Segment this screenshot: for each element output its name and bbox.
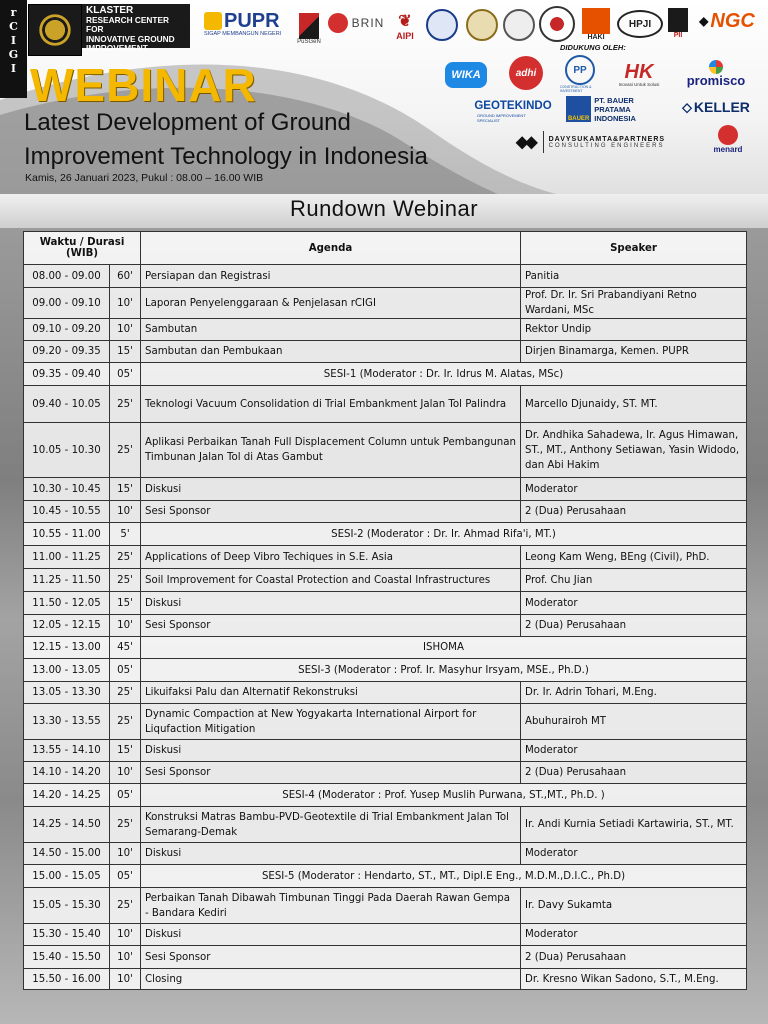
duration-cell: 45' [110, 637, 141, 659]
duration-cell: 10' [110, 762, 141, 784]
time-cell: 14.50 - 15.00 [24, 843, 110, 865]
agenda-cell: Teknologi Vacuum Consolidation di Trial Embankment Jalan Tol Palindra [141, 386, 521, 423]
table-row [24, 386, 747, 423]
brin-logo [325, 12, 387, 34]
hk-text: HK [624, 60, 654, 83]
agenda-cell: Sambutan dan Pembukaan [141, 341, 521, 363]
agenda-cell: Sambutan [141, 319, 521, 341]
event-date: Kamis, 26 Januari 2023, Pukul : 08.00 – 16.00 WIB [25, 172, 264, 184]
university-seal-icon [426, 9, 458, 41]
rcigi-vertical-label [0, 0, 27, 98]
speaker-cell: Rektor Undip [521, 319, 747, 341]
duration-cell: 10' [110, 843, 141, 865]
duration-cell: 10' [110, 615, 141, 637]
duration-cell: 25' [110, 423, 141, 478]
klaster-line: KLASTER [86, 5, 134, 16]
time-cell: 11.50 - 12.05 [24, 592, 110, 615]
time-cell: 15.00 - 15.05 [24, 865, 110, 888]
agenda-cell: Konstruksi Matras Bambu-PVD-Geotextile di Trial Embankment Jalan Tol Semarang-Demak [141, 807, 521, 843]
time-cell: 15.40 - 15.50 [24, 946, 110, 969]
agenda-cell: Aplikasi Perbaikan Tanah Full Displacement Column untuk Pembangunan Timbunan Jalan Tol di Atas Gambut [141, 423, 521, 478]
agenda-cell: Sesi Sponsor [141, 762, 521, 784]
speaker-cell: Abuhurairoh MT [521, 704, 747, 740]
table-row [24, 592, 747, 615]
session-cell: SESI-2 (Moderator : Dr. Ir. Ahmad Rifa'i, MT.) [141, 523, 747, 546]
table-row [24, 319, 747, 341]
keller-text: KELLER [693, 99, 750, 115]
session-row [24, 523, 747, 546]
time-cell: 15.50 - 16.00 [24, 969, 110, 990]
title-line: Improvement Technology in Indonesia [24, 143, 428, 170]
session-cell: SESI-1 (Moderator : Dr. Ir. Idrus M. Alatas, MSc) [141, 363, 747, 386]
duration-cell: 05' [110, 659, 141, 682]
session-row [24, 637, 747, 659]
speaker-cell: Moderator [521, 478, 747, 501]
session-cell: SESI-5 (Moderator : Hendarto, ST., MT., Dipl.E Eng., M.D.M.,D.I.C., Ph.D) [141, 865, 747, 888]
time-cell: 09.20 - 09.35 [24, 341, 110, 363]
institute-seal-icon [503, 9, 535, 41]
menard-logo [706, 122, 750, 156]
agenda-cell: Diskusi [141, 740, 521, 762]
time-cell: 10.05 - 10.30 [24, 423, 110, 478]
time-cell: 14.25 - 14.50 [24, 807, 110, 843]
duration-cell: 25' [110, 888, 141, 924]
duration-cell: 05' [110, 363, 141, 386]
rundown-title: Rundown Webinar [289, 196, 479, 221]
table-row [24, 569, 747, 592]
session-row [24, 865, 747, 888]
time-cell: 15.05 - 15.30 [24, 888, 110, 924]
speaker-cell: Moderator [521, 592, 747, 615]
agenda-cell: Sesi Sponsor [141, 615, 521, 637]
pupr-logo [204, 8, 290, 40]
agenda-cell: Dynamic Compaction at New Yogyakarta International Airport for Liqufaction Mitigation [141, 704, 521, 740]
klaster-line: IMPROVEMENT [86, 43, 148, 54]
duration-cell: 10' [110, 924, 141, 946]
speaker-cell: 2 (Dua) Perusahaan [521, 946, 747, 969]
table-row [24, 740, 747, 762]
speaker-cell: Ir. Davy Sukamta [521, 888, 747, 924]
webinar-title [24, 106, 544, 174]
aipi-mark-icon: ❦ [398, 13, 412, 30]
agenda-cell: Diskusi [141, 478, 521, 501]
title-line: Latest Development of Ground [24, 109, 351, 136]
pii-text: PII [673, 31, 683, 39]
side-letter: G [8, 48, 19, 61]
pupr-text: PUPR [224, 10, 280, 32]
wika-logo [445, 62, 487, 88]
haki-text: HAKI [587, 33, 605, 41]
duration-cell: 05' [110, 865, 141, 888]
agenda-cell: Diskusi [141, 592, 521, 615]
pusgen-mark-icon [299, 13, 319, 39]
bauer-company-name: PT. BAUER PRATAMA [594, 95, 634, 114]
time-cell: 09.40 - 10.05 [24, 386, 110, 423]
header-time: Waktu / Durasi (WIB) [24, 232, 141, 265]
davy-text: DAVYSUKAMTA&PARTNERS [548, 135, 666, 143]
davy-tagline: CONSULTING ENGINEERS [548, 142, 665, 149]
webinar-heading: WEBINAR [30, 59, 257, 111]
time-cell: 10.45 - 10.55 [24, 501, 110, 523]
duration-cell: 25' [110, 807, 141, 843]
aipi-text: AIPI [396, 31, 414, 41]
duration-cell: 60' [110, 265, 141, 288]
table-row [24, 423, 747, 478]
table-row [24, 682, 747, 704]
speaker-cell: Moderator [521, 740, 747, 762]
klaster-line: RESEARCH CENTER FOR [86, 14, 169, 35]
time-cell: 10.55 - 11.00 [24, 523, 110, 546]
agenda-cell: Closing [141, 969, 521, 990]
adhi-logo [509, 56, 543, 90]
speaker-cell: Prof. Dr. Ir. Sri Prabandiyani Retno Wardani, MSc [521, 288, 747, 319]
table-row [24, 924, 747, 946]
table-row [24, 807, 747, 843]
hpji-logo [617, 10, 663, 38]
time-cell: 14.20 - 14.25 [24, 784, 110, 807]
speaker-cell: 2 (Dua) Perusahaan [521, 501, 747, 523]
pupr-tagline: SIGAP MEMBANGUN NEGERI [204, 31, 282, 37]
table-row [24, 704, 747, 740]
table-row [24, 478, 747, 501]
aipi-logo [388, 10, 422, 44]
pp-logo [560, 54, 600, 94]
side-letter: C [9, 20, 18, 33]
duration-cell: 25' [110, 569, 141, 592]
duration-cell: 10' [110, 319, 141, 341]
brin-text: BRIN [351, 16, 385, 30]
menard-text: menard [713, 144, 743, 154]
duration-cell: 05' [110, 784, 141, 807]
time-cell: 13.05 - 13.30 [24, 682, 110, 704]
promisco-logo [682, 60, 750, 88]
ngc-mark-icon: ◆ [699, 14, 709, 28]
agenda-cell: Sesi Sponsor [141, 501, 521, 523]
brin-mark-icon [328, 13, 348, 33]
pii-mark-icon [668, 8, 688, 32]
klaster-label [82, 4, 190, 54]
speaker-cell: Moderator [521, 924, 747, 946]
pp-tagline: CONSTRUCTION & INVESTMENT [560, 85, 592, 93]
table-row [24, 288, 747, 319]
menard-mark-icon [718, 125, 738, 145]
speaker-cell: 2 (Dua) Perusahaan [521, 762, 747, 784]
duration-cell: 5' [110, 523, 141, 546]
time-cell: 12.15 - 13.00 [24, 637, 110, 659]
session-row [24, 659, 747, 682]
duration-cell: 10' [110, 969, 141, 990]
time-cell: 11.00 - 11.25 [24, 546, 110, 569]
table-row [24, 615, 747, 637]
duration-cell: 15' [110, 341, 141, 363]
pusgen-logo [296, 8, 322, 50]
table-row [24, 546, 747, 569]
speaker-cell: Panitia [521, 265, 747, 288]
bauer-mark: BAUER [566, 96, 591, 122]
duration-cell: 25' [110, 546, 141, 569]
klaster-line: INNOVATIVE GROUND [86, 33, 175, 44]
university-seal-2-icon [539, 6, 575, 42]
agenda-cell: Applications of Deep Vibro Techiques in S.E. Asia [141, 546, 521, 569]
davy-mark-icon: ◆◆ [516, 134, 535, 151]
time-cell: 13.00 - 13.05 [24, 659, 110, 682]
table-row [24, 762, 747, 784]
promisco-text: promisco [686, 73, 746, 88]
supported-by-label: DIDUKUNG OLEH: [560, 43, 626, 52]
time-cell: 09.35 - 09.40 [24, 363, 110, 386]
session-row [24, 363, 747, 386]
keller-logo [682, 96, 750, 118]
time-cell: 09.10 - 09.20 [24, 319, 110, 341]
table-row [24, 888, 747, 924]
table-row [24, 969, 747, 990]
header-speaker: Speaker [521, 232, 747, 265]
pupr-mark-icon [204, 12, 222, 30]
session-cell: SESI-3 (Moderator : Prof. Ir. Masyhur Irsyam, MSE., Ph.D.) [141, 659, 747, 682]
agenda-cell: Diskusi [141, 924, 521, 946]
promisco-mark-icon [709, 60, 723, 74]
wika-text: WIKA [451, 69, 481, 81]
side-letter: I [10, 34, 17, 47]
time-cell: 08.00 - 09.00 [24, 265, 110, 288]
time-cell: 13.55 - 14.10 [24, 740, 110, 762]
hpji-text: HPJI [628, 18, 652, 30]
duration-cell: 15' [110, 478, 141, 501]
agenda-cell: Diskusi [141, 843, 521, 865]
speaker-cell: Moderator [521, 843, 747, 865]
keller-mark-icon: ⬦ [682, 98, 692, 115]
speaker-cell: Marcello Djunaidy, ST. MT. [521, 386, 747, 423]
time-cell: 11.25 - 11.50 [24, 569, 110, 592]
geotekindo-tagline: GROUND IMPROVEMENT SPECIALIST [477, 112, 526, 123]
table-row [24, 341, 747, 363]
rundown-table [23, 231, 747, 990]
duration-cell: 25' [110, 682, 141, 704]
speaker-cell: Dr. Ir. Adrin Tohari, M.Eng. [521, 682, 747, 704]
hk-tagline: Inovasi Untuk Solusi [618, 81, 660, 87]
agenda-cell: Persiapan dan Registrasi [141, 265, 521, 288]
haki-logo [580, 6, 612, 42]
speaker-cell: Ir. Andi Kurnia Setiadi Kartawiria, ST., MT. [521, 807, 747, 843]
time-cell: 13.30 - 13.55 [24, 704, 110, 740]
duration-cell: 15' [110, 592, 141, 615]
duration-cell: 10' [110, 501, 141, 523]
time-cell: 12.05 - 12.15 [24, 615, 110, 637]
duration-cell: 10' [110, 288, 141, 319]
undip-seal-icon [35, 10, 75, 50]
duration-cell: 25' [110, 386, 141, 423]
session-row [24, 784, 747, 807]
speaker-cell: 2 (Dua) Perusahaan [521, 615, 747, 637]
table-row [24, 946, 747, 969]
hk-logo [614, 58, 664, 90]
pp-text: PP [565, 55, 595, 85]
gadjah-mada-seal-icon [466, 9, 498, 41]
agenda-cell: Laporan Penyelenggaraan & Penjelasan rCIGI [141, 288, 521, 319]
header-agenda: Agenda [141, 232, 521, 265]
speaker-cell: Leong Kam Weng, BEng (Civil), PhD. [521, 546, 747, 569]
table-row [24, 265, 747, 288]
agenda-cell: Perbaikan Tanah Dibawah Timbunan Tinggi Pada Daerah Rawan Gempa - Bandara Kediri [141, 888, 521, 924]
speaker-cell: Dr. Kresno Wikan Sadono, S.T., M.Eng. [521, 969, 747, 990]
ngc-logo [692, 8, 762, 34]
agenda-cell: Sesi Sponsor [141, 946, 521, 969]
side-letter: r [10, 6, 17, 19]
undip-logo [28, 4, 82, 56]
pii-logo [667, 6, 689, 40]
agenda-cell: Likuifaksi Palu dan Alternatif Rekonstruksi [141, 682, 521, 704]
time-cell: 14.10 - 14.20 [24, 762, 110, 784]
speaker-cell: Dirjen Binamarga, Kemen. PUPR [521, 341, 747, 363]
table-row [24, 501, 747, 523]
duration-cell: 15' [110, 740, 141, 762]
geotekindo-text: GEOTEKINDO [474, 99, 552, 112]
table-header-row [24, 232, 747, 265]
bauer-logo [566, 96, 670, 122]
time-cell: 10.30 - 10.45 [24, 478, 110, 501]
speaker-cell: Prof. Chu Jian [521, 569, 747, 592]
session-cell: ISHOMA [141, 637, 747, 659]
duration-cell: 10' [110, 946, 141, 969]
bauer-company-name-2: INDONESIA [594, 113, 636, 123]
side-letter: I [10, 62, 17, 75]
duration-cell: 25' [110, 704, 141, 740]
ngc-text: NGC [710, 9, 755, 32]
session-cell: SESI-4 (Moderator : Prof. Yusep Muslih Purwana, ST.,MT., Ph.D. ) [141, 784, 747, 807]
pusgen-text: PuSGeN [297, 39, 321, 45]
adhi-text: adhi [515, 67, 537, 79]
speaker-cell: Dr. Andhika Sahadewa, Ir. Agus Himawan, ST., MT., Anthony Setiawan, Yasin Widodo, dan Abi Hakim [521, 423, 747, 478]
time-cell: 15.30 - 15.40 [24, 924, 110, 946]
table-row [24, 843, 747, 865]
time-cell: 09.00 - 09.10 [24, 288, 110, 319]
haki-mark-icon [582, 8, 610, 34]
agenda-cell: Soil Improvement for Coastal Protection and Coastal Infrastructures [141, 569, 521, 592]
